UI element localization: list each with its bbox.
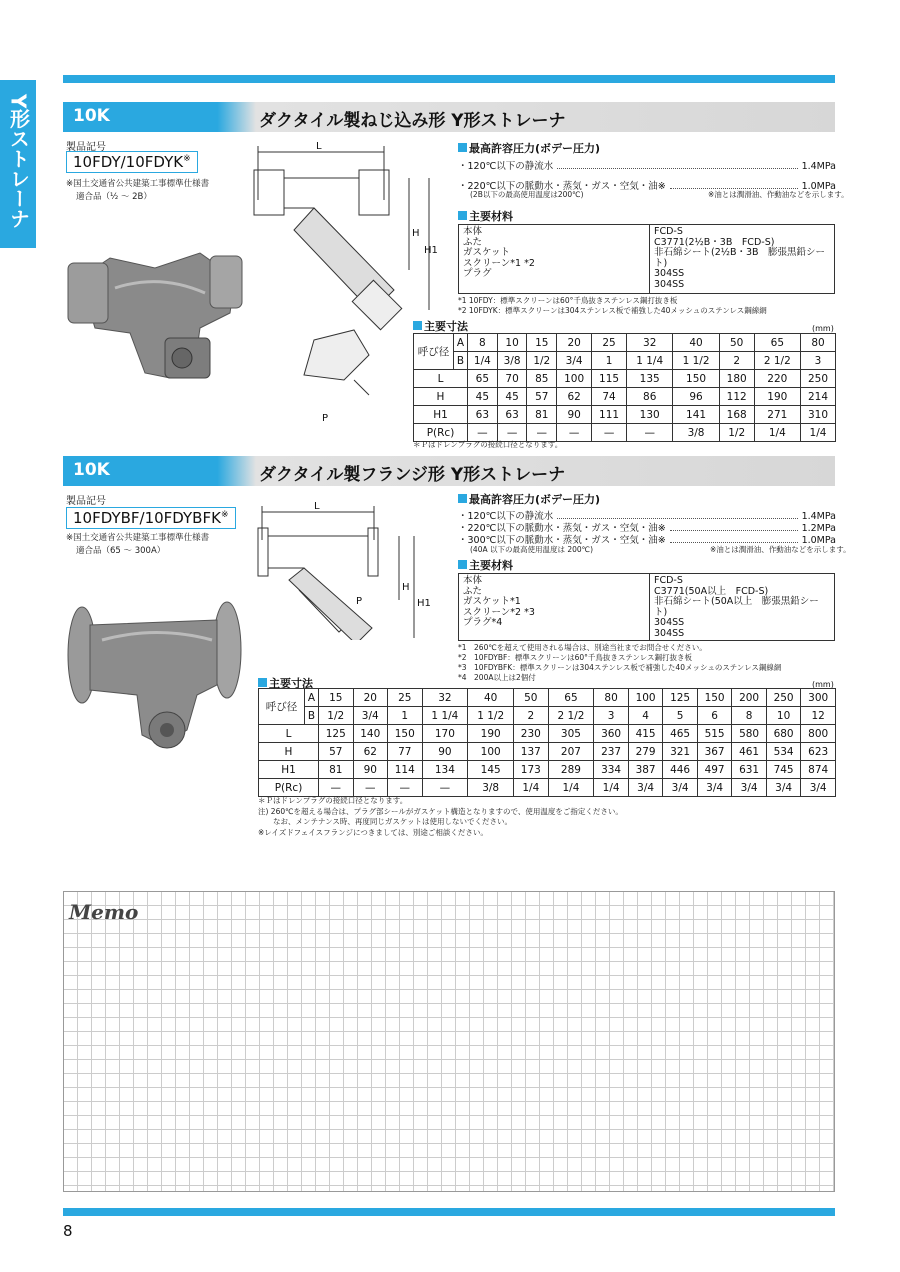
dimension-table1 — [413, 333, 836, 442]
side-tab-y-strainer — [0, 80, 36, 248]
material-foot2: *2 10FDYK：標準スクリーンは304ステンレス板で補強した40メッシュのステンレス鋼線網 — [458, 306, 767, 315]
section1-tag: 10K — [73, 106, 110, 126]
value-cell: 63 — [468, 406, 498, 424]
mat1-material-2: 非石綿シート(2½B・3B 膨張黒鉛シート) — [654, 247, 826, 269]
dimension-table2 — [258, 688, 836, 797]
value-cell: 1 1/2 — [468, 707, 514, 725]
value-cell: 45 — [497, 388, 527, 406]
model-mark2: ※ — [220, 510, 229, 520]
section2-title: ダクタイル製フランジ形 Y形ストレーナ — [259, 465, 566, 485]
value-cell: 134 — [422, 761, 468, 779]
pressure2-line2: ・220℃以下の脈動水・蒸気・ガス・空気・油※ 1.2MPa — [458, 523, 836, 534]
dimension-heading1: 主要寸法 — [413, 318, 468, 334]
dimension-heading2: 主要寸法 — [258, 675, 313, 691]
value-cell: 1/4 — [514, 779, 549, 797]
value-cell: 63 — [497, 406, 527, 424]
value-cell: 62 — [353, 743, 388, 761]
value-cell: — — [468, 424, 498, 442]
value-cell: 140 — [353, 725, 388, 743]
key-cell: H — [259, 743, 319, 761]
material-foot1: *1 10FDY：標準スクリーンは60°千鳥抜きステンレス鋼打抜き板 — [458, 296, 678, 305]
memo-title: Memo — [69, 900, 139, 924]
value-cell: 12 — [801, 707, 836, 725]
value-cell: 515 — [697, 725, 732, 743]
value-cell: 415 — [628, 725, 663, 743]
dim-row — [259, 707, 836, 725]
material2-footnotes — [458, 643, 781, 683]
top-bar — [63, 75, 835, 83]
value-cell: 57 — [527, 388, 557, 406]
value-cell: 200 — [732, 689, 767, 707]
mat2-material-0: FCD-S — [654, 575, 683, 586]
dim-row — [414, 352, 836, 370]
dim-row — [414, 406, 836, 424]
key-cell: A — [305, 689, 319, 707]
flanged-strainer-drawing — [244, 500, 444, 640]
value-cell: 80 — [594, 689, 629, 707]
sec2-note-3: ※レイズドフェイスフランジにつきましては、別途ご相談ください。 — [258, 827, 488, 837]
value-cell: 3/8 — [673, 424, 719, 442]
value-cell: 62 — [557, 388, 592, 406]
value-cell: 15 — [319, 689, 354, 707]
value-cell: 173 — [514, 761, 549, 779]
value-cell: 580 — [732, 725, 767, 743]
value-cell: 90 — [353, 761, 388, 779]
mat1-part-2: ガスケット — [463, 247, 511, 258]
value-cell: 150 — [388, 725, 423, 743]
spec-note2 — [66, 532, 209, 558]
dimension-unit1: (mm) — [812, 324, 834, 333]
svg-text:H: H — [402, 582, 410, 593]
value-cell: 310 — [801, 406, 836, 424]
key-cell: L — [259, 725, 319, 743]
svg-text:L: L — [316, 141, 322, 152]
mat1-material-3: 304SS — [654, 268, 685, 279]
value-cell: 3/4 — [628, 779, 663, 797]
section1-header — [63, 102, 835, 132]
svg-text:P: P — [322, 413, 329, 424]
svg-text:H: H — [412, 228, 420, 239]
value-cell: 1 1/4 — [422, 707, 468, 725]
value-cell: 387 — [628, 761, 663, 779]
value-cell: 40 — [468, 689, 514, 707]
dimension-note1: ＊Ｐはドレンプラグの接続口径となります。 — [413, 440, 563, 449]
mat2-foot-2: *3 10FDYBFK：標準スクリーンは304ステンレス板で補強した40メッシュのステンレス鋼線網 — [458, 663, 782, 672]
value-cell: 1/4 — [801, 424, 836, 442]
mat2-part-3: スクリーン*2 *3 — [463, 606, 535, 618]
value-cell: 300 — [801, 689, 836, 707]
value-cell: 77 — [388, 743, 423, 761]
model-code-text: 10FDY/10FDYK — [73, 153, 184, 171]
value-cell: 334 — [594, 761, 629, 779]
sec2-note-2: なお、メンテナンス時、再度同じガスケットは使用しないでください。 — [258, 817, 513, 826]
value-cell: 534 — [766, 743, 801, 761]
value-cell: 3/4 — [663, 779, 698, 797]
value-cell: 3/8 — [468, 779, 514, 797]
value-cell: 125 — [319, 725, 354, 743]
value-cell: 20 — [557, 334, 592, 352]
mat2-material-2: 非石綿シート(50A以上 膨張黒鉛シート) — [654, 596, 819, 618]
value-cell: 130 — [627, 406, 673, 424]
mat2-foot-1: *2 10FDYBF：標準スクリーンは60°千鳥抜きステンレス鋼打抜き板 — [458, 653, 692, 662]
svg-text:H1: H1 — [417, 598, 431, 609]
value-cell: 115 — [592, 370, 627, 388]
section2-header — [63, 456, 835, 486]
key-cell: A — [454, 334, 468, 352]
mat2-material-4: 304SS — [654, 627, 685, 639]
value-cell: 230 — [514, 725, 549, 743]
material-heading2: 主要材料 — [458, 557, 513, 573]
value-cell: 50 — [514, 689, 549, 707]
value-cell: 2 — [719, 352, 754, 370]
key-cell: H1 — [414, 406, 468, 424]
value-cell: 4 — [628, 707, 663, 725]
pressure2-line1: ・120℃以下の静流水 1.4MPa — [458, 511, 836, 522]
spec-note2-line2: 適合品（65 ～ 300A） — [76, 546, 166, 556]
value-cell: 360 — [594, 725, 629, 743]
value-cell: 150 — [697, 689, 732, 707]
bottom-bar — [63, 1208, 835, 1216]
value-cell: 65 — [754, 334, 800, 352]
value-cell: 1/4 — [594, 779, 629, 797]
pressure-note-right: ※油とは潤滑油、作動油などを示します。 — [708, 190, 849, 199]
value-cell: 279 — [628, 743, 663, 761]
mat2-part-2: ガスケット*1 — [463, 596, 521, 607]
value-cell: 81 — [527, 406, 557, 424]
value-cell: 680 — [766, 725, 801, 743]
key-cell: B — [454, 352, 468, 370]
value-cell: 800 — [801, 725, 836, 743]
value-cell: 497 — [697, 761, 732, 779]
dim-row — [259, 761, 836, 779]
value-cell: 2 1/2 — [754, 352, 800, 370]
value-cell: — — [627, 424, 673, 442]
mat1-part-4: プラグ — [463, 268, 492, 279]
mat2-material-3: 304SS — [654, 617, 685, 628]
value-cell: 1/4 — [468, 352, 498, 370]
value-cell: 170 — [422, 725, 468, 743]
spec-note-line2: 適合品（½ ～ 2B） — [76, 192, 152, 202]
mat1-part-3: スクリーン*1 *2 — [463, 257, 535, 269]
section1-title: ダクタイル製ねじ込み形 Y形ストレーナ — [259, 111, 566, 131]
value-cell: 25 — [592, 334, 627, 352]
value-cell: 446 — [663, 761, 698, 779]
key-cell: P(Rc) — [414, 424, 468, 442]
value-cell: 6 — [697, 707, 732, 725]
value-cell: — — [353, 779, 388, 797]
value-cell: 2 1/2 — [548, 707, 594, 725]
value-cell: — — [497, 424, 527, 442]
mat1-material-1: C3771(2½B・3B FCD-S) — [654, 236, 775, 248]
value-cell: 1 1/2 — [673, 352, 719, 370]
spec-note-line1: ※国土交通省公共建築工事標準仕様書 — [66, 179, 210, 189]
value-cell: 1/4 — [754, 424, 800, 442]
pressure2-note-right: ※油とは潤滑油、作動油などを示します。 — [710, 545, 851, 554]
side-tab-label: Y形ストレーナ — [6, 94, 31, 229]
value-cell: 100 — [468, 743, 514, 761]
sec2-note-0: ＊Ｐはドレンプラグの接続口径となります。 — [258, 796, 408, 805]
value-cell: 65 — [468, 370, 498, 388]
value-cell: 74 — [592, 388, 627, 406]
dim-row — [414, 370, 836, 388]
value-cell: 8 — [468, 334, 498, 352]
value-cell: 461 — [732, 743, 767, 761]
rowlabel-cell: 呼び径 — [259, 689, 305, 725]
value-cell: 150 — [673, 370, 719, 388]
value-cell: 10 — [497, 334, 527, 352]
pressure2-line3: ・300℃以下の脈動水・蒸気・ガス・空気・油※ 1.0MPa — [458, 535, 836, 546]
value-cell: 271 — [754, 406, 800, 424]
value-cell: 745 — [766, 761, 801, 779]
value-cell: 3 — [594, 707, 629, 725]
value-cell: 45 — [468, 388, 498, 406]
value-cell: 3/8 — [497, 352, 527, 370]
value-cell: 32 — [422, 689, 468, 707]
value-cell: 86 — [627, 388, 673, 406]
svg-text:L: L — [314, 501, 320, 512]
dimension-unit2: (mm) — [812, 680, 834, 689]
value-cell: 135 — [627, 370, 673, 388]
value-cell: 3 — [801, 352, 836, 370]
value-cell: 367 — [697, 743, 732, 761]
value-cell: — — [388, 779, 423, 797]
flanged-strainer-photo — [62, 595, 247, 755]
mat2-part-4: プラグ*4 — [463, 617, 503, 628]
value-cell: 3/4 — [697, 779, 732, 797]
key-cell: H — [414, 388, 468, 406]
value-cell: 80 — [801, 334, 836, 352]
value-cell: 289 — [548, 761, 594, 779]
value-cell: 2 — [514, 707, 549, 725]
value-cell: 10 — [766, 707, 801, 725]
sec2-note-1: 注) 260℃を超える場合は、プラグ部シールがガスケット構造となりますので、使用温度をご指定ください。 — [258, 806, 623, 816]
dim-row — [259, 743, 836, 761]
value-cell: 190 — [468, 725, 514, 743]
page-number: 8 — [63, 1222, 73, 1240]
value-cell: 3/4 — [353, 707, 388, 725]
mat1-part-0: 本体 — [463, 226, 483, 237]
key-cell: B — [305, 707, 319, 725]
value-cell: 20 — [353, 689, 388, 707]
value-cell: 65 — [548, 689, 594, 707]
value-cell: — — [527, 424, 557, 442]
mat1-part-1: ふた — [463, 236, 483, 248]
value-cell: 190 — [754, 388, 800, 406]
key-cell: P(Rc) — [259, 779, 319, 797]
value-cell: 1 — [388, 707, 423, 725]
value-cell: 25 — [388, 689, 423, 707]
value-cell: 465 — [663, 725, 698, 743]
svg-text:P: P — [356, 596, 363, 607]
value-cell: 631 — [732, 761, 767, 779]
mat1-material-4: 304SS — [654, 278, 685, 290]
value-cell: 1/2 — [319, 707, 354, 725]
dim-row — [259, 725, 836, 743]
value-cell: 1 — [592, 352, 627, 370]
value-cell: 70 — [497, 370, 527, 388]
pressure-line1: ・120℃以下の静流水 1.4MPa — [458, 161, 836, 172]
model-label2: 製品記号 — [66, 496, 106, 507]
value-cell: 5 — [663, 707, 698, 725]
value-cell: 180 — [719, 370, 754, 388]
value-cell: 111 — [592, 406, 627, 424]
value-cell: 40 — [673, 334, 719, 352]
model-mark: ※ — [183, 154, 191, 164]
value-cell: 125 — [663, 689, 698, 707]
value-cell: 81 — [319, 761, 354, 779]
spec-note2-line1: ※国土交通省公共建築工事標準仕様書 — [66, 533, 210, 543]
value-cell: — — [319, 779, 354, 797]
model-code — [66, 151, 198, 173]
memo-area[interactable] — [63, 891, 835, 1192]
value-cell: 250 — [801, 370, 836, 388]
pressure2-note-left: (40A 以下の最高使用温度は 200℃) — [470, 545, 594, 554]
dim-row — [414, 424, 836, 442]
value-cell: 214 — [801, 388, 836, 406]
value-cell: 85 — [527, 370, 557, 388]
model-code2 — [66, 507, 236, 529]
value-cell: 32 — [627, 334, 673, 352]
value-cell: 3/4 — [557, 352, 592, 370]
value-cell: 1 1/4 — [627, 352, 673, 370]
dim-row — [259, 779, 836, 797]
value-cell: 100 — [628, 689, 663, 707]
value-cell: 168 — [719, 406, 754, 424]
value-cell: — — [422, 779, 468, 797]
mat2-part-0: 本体 — [463, 575, 483, 586]
mat1-material-0: FCD-S — [654, 226, 683, 237]
value-cell: 145 — [468, 761, 514, 779]
value-cell: 57 — [319, 743, 354, 761]
value-cell: 3/4 — [801, 779, 836, 797]
spec-note — [66, 178, 209, 204]
material-table2 — [458, 573, 835, 641]
value-cell: 207 — [548, 743, 594, 761]
pressure-heading2: 最高許容圧力(ボデー圧力) — [458, 491, 600, 507]
key-cell: L — [414, 370, 468, 388]
value-cell: 1/2 — [527, 352, 557, 370]
value-cell: — — [557, 424, 592, 442]
value-cell: 96 — [673, 388, 719, 406]
value-cell: 114 — [388, 761, 423, 779]
dim-row — [414, 388, 836, 406]
pressure-heading1: 最高許容圧力(ボデー圧力) — [458, 140, 600, 156]
mat2-foot-0: *1 260℃を超えて使用される場合は、別途当社までお問合せください。 — [458, 643, 707, 652]
value-cell: 3/4 — [732, 779, 767, 797]
model-code2-text: 10FDYBF/10FDYBFK — [73, 509, 221, 527]
key-cell: H1 — [259, 761, 319, 779]
mat2-part-1: ふた — [463, 585, 483, 597]
dim-row — [414, 334, 836, 352]
value-cell: 305 — [548, 725, 594, 743]
value-cell: 321 — [663, 743, 698, 761]
dim-row — [259, 689, 836, 707]
value-cell: 90 — [557, 406, 592, 424]
model-label: 製品記号 — [66, 142, 106, 153]
pressure-line2: ・220℃以下の脈動水・蒸気・ガス・空気・油※ 1.0MPa — [458, 181, 836, 192]
value-cell: 1/2 — [719, 424, 754, 442]
mat2-foot-3: *4 200A以上は2個付 — [458, 673, 536, 682]
value-cell: 874 — [801, 761, 836, 779]
value-cell: 90 — [422, 743, 468, 761]
value-cell: 623 — [801, 743, 836, 761]
value-cell: 8 — [732, 707, 767, 725]
section2-tag: 10K — [73, 460, 110, 480]
section2-notes — [258, 796, 623, 838]
pressure-note-left: (2B以下の最高使用温度は200℃) — [470, 190, 584, 199]
svg-text:H1: H1 — [424, 245, 438, 256]
value-cell: 1/4 — [548, 779, 594, 797]
value-cell: 137 — [514, 743, 549, 761]
value-cell: 220 — [754, 370, 800, 388]
value-cell: 100 — [557, 370, 592, 388]
value-cell: 237 — [594, 743, 629, 761]
material-table1 — [458, 224, 835, 294]
material-heading1: 主要材料 — [458, 208, 513, 224]
screwed-strainer-photo — [60, 238, 245, 390]
value-cell: 3/4 — [766, 779, 801, 797]
value-cell: 50 — [719, 334, 754, 352]
value-cell: 15 — [527, 334, 557, 352]
value-cell: 141 — [673, 406, 719, 424]
value-cell: 250 — [766, 689, 801, 707]
mat2-material-1: C3771(50A以上 FCD-S) — [654, 585, 769, 597]
rowlabel-cell: 呼び径 — [414, 334, 454, 370]
value-cell: — — [592, 424, 627, 442]
value-cell: 112 — [719, 388, 754, 406]
